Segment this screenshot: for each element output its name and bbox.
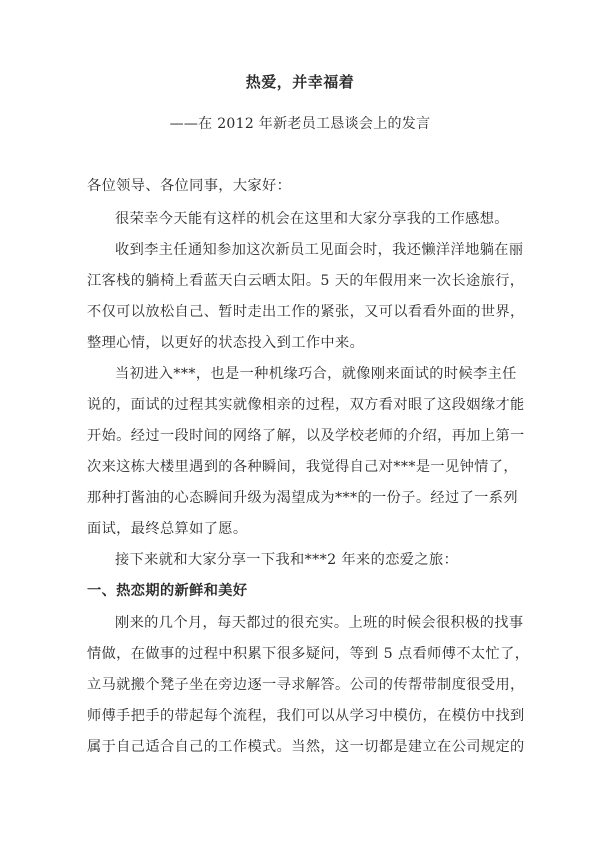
paragraph-line: 那种打酱油的心态瞬间升级为渴望成为***的一份子。经过了一系列	[87, 490, 518, 506]
paragraph-line: 整理心情，以更好的状态投入到工作中来。	[87, 335, 365, 351]
paragraph-line: 师傅手把手的带起每个流程，我们可以从学习中模仿，在模仿中找到	[87, 708, 525, 724]
paragraph-line: 面试，最终总算如了愿。	[87, 521, 248, 537]
paragraph-line: 次来这栋大楼里遇到的各种瞬间，我觉得自己对***是一见钟情了，	[87, 459, 518, 475]
paragraph-line: 不仅可以放松自己、暂时走出工作的紧张，又可以看看外面的世界，	[87, 304, 525, 320]
paragraph-line: 立马就搬个凳子坐在旁边逐一寻求解答。公司的传帮带制度很受用，	[87, 677, 525, 693]
paragraph-line: 属于自己适合自己的工作模式。当然，这一切都是建立在公司规定的	[87, 739, 525, 755]
paragraph-line: 当初进入***，也是一种机缘巧合，就像刚来面试的时候李主任	[115, 366, 517, 382]
paragraph-line: 说的，面试的过程其实就像相亲的过程，双方看对眼了这段姻缘才能	[87, 397, 525, 413]
paragraph-line: 很荣幸今天能有这样的机会在这里和大家分享我的工作感想。	[115, 211, 509, 227]
paragraph-line: 开始。经过一段时间的网络了解，以及学校老师的介绍，再加上第一	[87, 428, 525, 444]
paragraph-line: 收到李主任通知参加这次新员工见面会时，我还懒洋洋地躺在丽	[115, 242, 524, 258]
paragraph-line: 刚来的几个月，每天都过的很充实。上班的时候会很积极的找事	[115, 615, 524, 631]
salutation-line: 各位领导、各位同事，大家好：	[87, 178, 292, 194]
paragraph-line: 接下来就和大家分享一下我和***2 年来的恋爱之旅：	[115, 552, 459, 568]
document-subtitle: ——在 2012 年新老员工恳谈会上的发言	[169, 116, 431, 132]
paragraph-line: 情做，在做事的过程中积累下很多疑问，等到 5 点看师傅不太忙了，	[87, 646, 530, 662]
paragraph-line: 江客栈的躺椅上看蓝天白云晒太阳。5 天的年假用来一次长途旅行，	[87, 273, 525, 289]
document-title: 热爱，并幸福着	[245, 73, 355, 91]
section-heading: 一、热恋期的新鲜和美好	[87, 583, 248, 599]
